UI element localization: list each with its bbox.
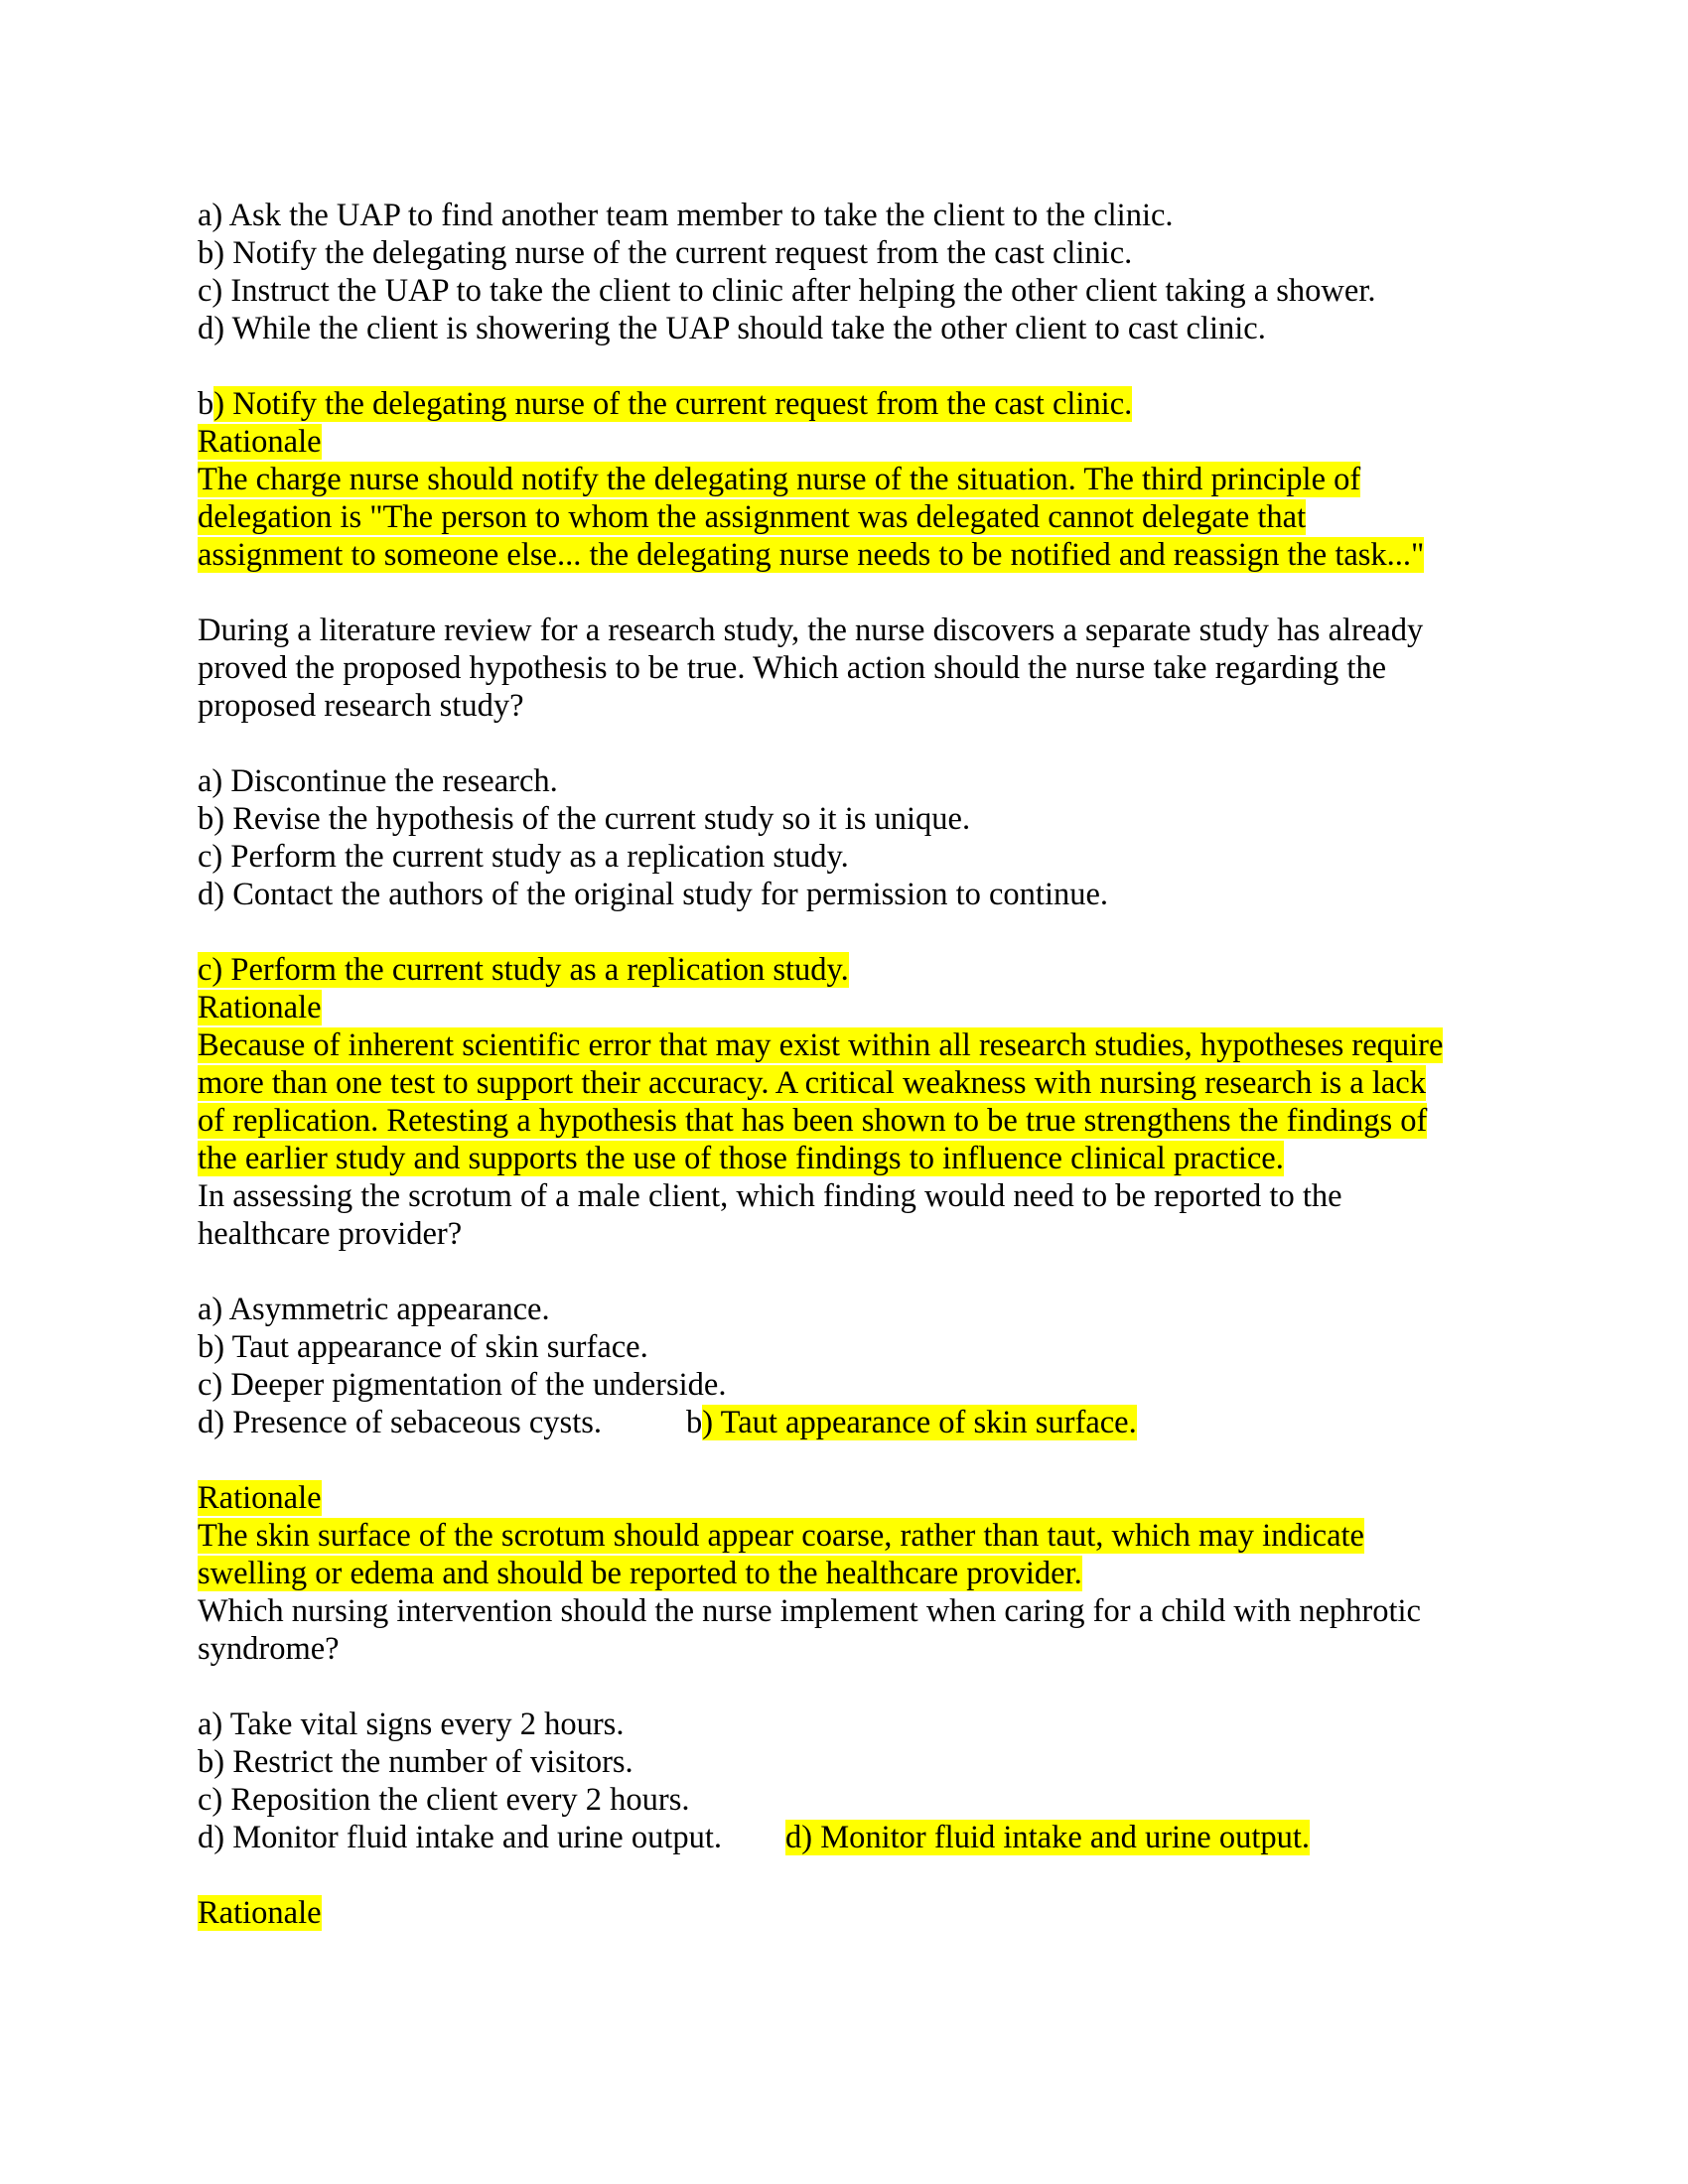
rationale-label: Rationale (198, 424, 322, 460)
q1-option-b: b) Notify the delegating nurse of the current request from the cast clinic. (198, 235, 1133, 271)
q2-rationale-label (198, 989, 1508, 1026)
q3-rationale-label (198, 1479, 1508, 1517)
q4-option-a: a) Take vital signs every 2 hours. (198, 1706, 625, 1742)
q3-option-d-with-answer (198, 1404, 1508, 1441)
q3-rationale-line (198, 1517, 1508, 1555)
document-page (198, 197, 1508, 1932)
q3-option-c: c) Deeper pigmentation of the underside. (198, 1367, 727, 1403)
rationale-label: Rationale (198, 990, 322, 1025)
q2-option-a: a) Discontinue the research. (198, 763, 558, 799)
q2-rationale-line (198, 1064, 1508, 1102)
q4-option-d-with-answer (198, 1819, 1508, 1856)
rationale-text: Because of inherent scientific error that may exist within all research studies, hypotheses require (198, 1027, 1444, 1063)
q1-rationale-line (198, 461, 1508, 498)
q3-answer-prefix: b (686, 1405, 703, 1440)
q4-option-b: b) Restrict the number of visitors. (198, 1744, 633, 1780)
q2-rationale-line (198, 1102, 1508, 1140)
spacer (198, 1668, 1508, 1706)
rationale-label: Rationale (198, 1480, 322, 1516)
q3-option-d: d) Presence of sebaceous cysts. (198, 1405, 603, 1440)
rationale-text: assignment to someone else... the delegating nurse needs to be notified and reassign the task..." (198, 537, 1425, 573)
spacer (198, 725, 1508, 762)
spacer (198, 1441, 1508, 1479)
q3-question-line: healthcare provider? (198, 1216, 463, 1252)
q2-option-d: d) Contact the authors of the original study for permission to continue. (198, 877, 1109, 912)
q1-option-c: c) Instruct the UAP to take the client to clinic after helping the other client taking a shower. (198, 273, 1376, 309)
spacer (198, 347, 1508, 385)
spacer (198, 1253, 1508, 1291)
q2-option-b: b) Revise the hypothesis of the current study so it is unique. (198, 801, 971, 837)
q4-question-line: syndrome? (198, 1631, 340, 1667)
q2-question-line: proposed research study? (198, 688, 524, 724)
q4-rationale-label (198, 1894, 1508, 1932)
spacer (198, 913, 1508, 951)
q2-rationale-line (198, 1026, 1508, 1064)
q1-answer-highlight: ) Notify the delegating nurse of the current request from the cast clinic. (213, 386, 1133, 422)
q1-rationale-label (198, 423, 1508, 461)
spacer (198, 574, 1508, 612)
spacer (198, 1856, 1508, 1894)
q3-question-line: In assessing the scrotum of a male client, which finding would need to be reported to the (198, 1178, 1342, 1214)
q2-answer-highlight: c) Perform the current study as a replication study. (198, 952, 849, 988)
rationale-text: swelling or edema and should be reported to the healthcare provider. (198, 1556, 1082, 1591)
q3-answer-highlight: ) Taut appearance of skin surface. (702, 1405, 1137, 1440)
rationale-label: Rationale (198, 1895, 322, 1931)
q2-rationale-line (198, 1140, 1508, 1177)
q2-question-line: proved the proposed hypothesis to be true. Which action should the nurse take regarding the (198, 650, 1387, 686)
rationale-text: The charge nurse should notify the delegating nurse of the situation. The third principle of (198, 462, 1361, 497)
q1-answer-prefix: b (198, 386, 214, 422)
q4-answer-highlight: d) Monitor fluid intake and urine output. (785, 1820, 1311, 1855)
rationale-text: of replication. Retesting a hypothesis that has been shown to be true strengthens the findings of (198, 1103, 1428, 1139)
q1-option-a: a) Ask the UAP to find another team member to take the client to the clinic. (198, 198, 1174, 233)
q1-option-d: d) While the client is showering the UAP should take the other client to cast clinic. (198, 311, 1266, 346)
q4-question-line: Which nursing intervention should the nurse implement when caring for a child with nephrotic (198, 1593, 1421, 1629)
q2-answer (198, 951, 1508, 989)
q1-rationale-line (198, 498, 1508, 536)
rationale-text: the earlier study and supports the use of those findings to influence clinical practice. (198, 1141, 1284, 1176)
q4-option-c: c) Reposition the client every 2 hours. (198, 1782, 690, 1818)
q1-answer (198, 385, 1508, 423)
q3-rationale-line (198, 1555, 1508, 1592)
q1-rationale-line (198, 536, 1508, 574)
q2-question-line: During a literature review for a research study, the nurse discovers a separate study has already (198, 613, 1424, 648)
rationale-text: The skin surface of the scrotum should appear coarse, rather than taut, which may indicate (198, 1518, 1364, 1554)
q3-option-b: b) Taut appearance of skin surface. (198, 1329, 648, 1365)
rationale-text: delegation is "The person to whom the assignment was delegated cannot delegate that (198, 499, 1307, 535)
q2-option-c: c) Perform the current study as a replication study. (198, 839, 849, 875)
q4-option-d: d) Monitor fluid intake and urine output. (198, 1820, 723, 1855)
rationale-text: more than one test to support their accuracy. A critical weakness with nursing research is a lack (198, 1065, 1426, 1101)
q3-option-a: a) Asymmetric appearance. (198, 1292, 550, 1327)
